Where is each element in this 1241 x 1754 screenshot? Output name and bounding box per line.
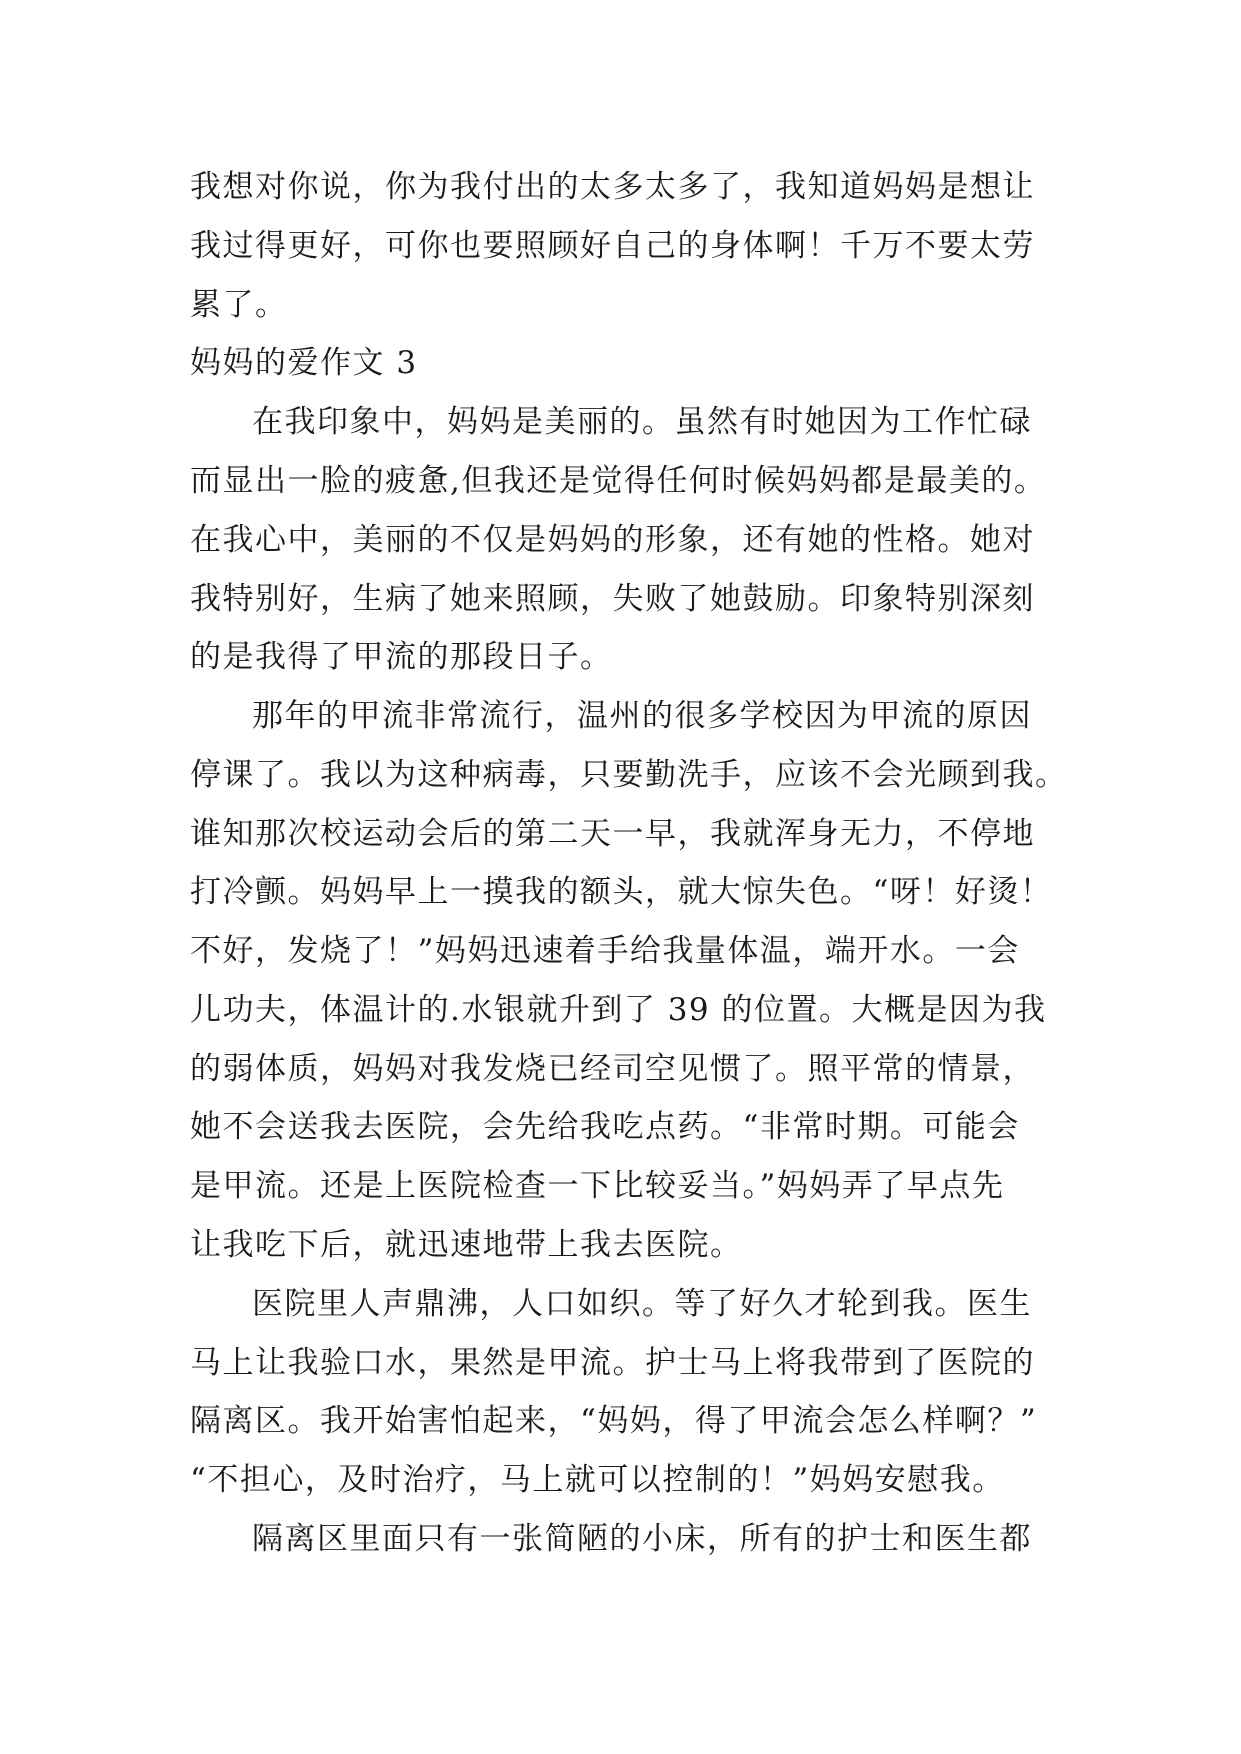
text-line: 让我吃下后，就迅速地带上我去医院。	[190, 1227, 743, 1263]
text-line: 而显出一脸的疲惫,但我还是觉得任何时候妈妈都是最美的。	[190, 463, 1047, 499]
text-line: 累了。	[190, 287, 288, 323]
paragraph-first-line: 医院里人声鼎沸，人口如织。等了好久才轮到我。医生	[252, 1286, 1032, 1322]
text-line: 的弱体质，妈妈对我发烧已经司空见惯了。照平常的情景，	[190, 1051, 1035, 1087]
section-heading: 妈妈的爱作文 3	[190, 345, 418, 381]
text-line: 隔离区。我开始害怕起来，“妈妈，得了甲流会怎么样啊？”	[190, 1403, 1038, 1439]
text-line: 我过得更好，可你也要照顾好自己的身体啊！千万不要太劳	[190, 228, 1035, 264]
text-line: 她不会送我去医院，会先给我吃点药。“非常时期。可能会	[190, 1109, 1020, 1145]
text-line: 停课了。我以为这种病毒，只要勤洗手，应该不会光顾到我。	[190, 757, 1068, 793]
text-line: 是甲流。还是上医院检查一下比较妥当。”妈妈弄了早点先	[190, 1168, 1005, 1204]
text-line: “不担心，及时治疗，马上就可以控制的！”妈妈安慰我。	[190, 1462, 1005, 1498]
paragraph-first-line: 在我印象中，妈妈是美丽的。虽然有时她因为工作忙碌	[252, 404, 1032, 440]
text-line: 马上让我验口水，果然是甲流。护士马上将我带到了医院的	[190, 1345, 1035, 1381]
text-line: 我特别好，生病了她来照顾，失败了她鼓励。印象特别深刻	[190, 581, 1035, 617]
text-line: 打冷颤。妈妈早上一摸我的额头，就大惊失色。“呀！好烫！	[190, 874, 1053, 910]
text-line: 儿功夫，体温计的.水银就升到了 39 的位置。大概是因为我	[190, 992, 1047, 1028]
paragraph-first-line: 隔离区里面只有一张简陋的小床，所有的护士和医生都	[252, 1521, 1032, 1557]
text-line: 不好，发烧了！”妈妈迅速着手给我量体温，端开水。一会	[190, 933, 1020, 969]
text-line: 在我心中，美丽的不仅是妈妈的形象，还有她的性格。她对	[190, 522, 1035, 558]
paragraph-first-line: 那年的甲流非常流行，温州的很多学校因为甲流的原因	[252, 698, 1032, 734]
text-line: 谁知那次校运动会后的第二天一早，我就浑身无力，不停地	[190, 816, 1035, 852]
text-line: 的是我得了甲流的那段日子。	[190, 639, 613, 675]
text-line: 我想对你说，你为我付出的太多太多了，我知道妈妈是想让	[190, 169, 1035, 205]
